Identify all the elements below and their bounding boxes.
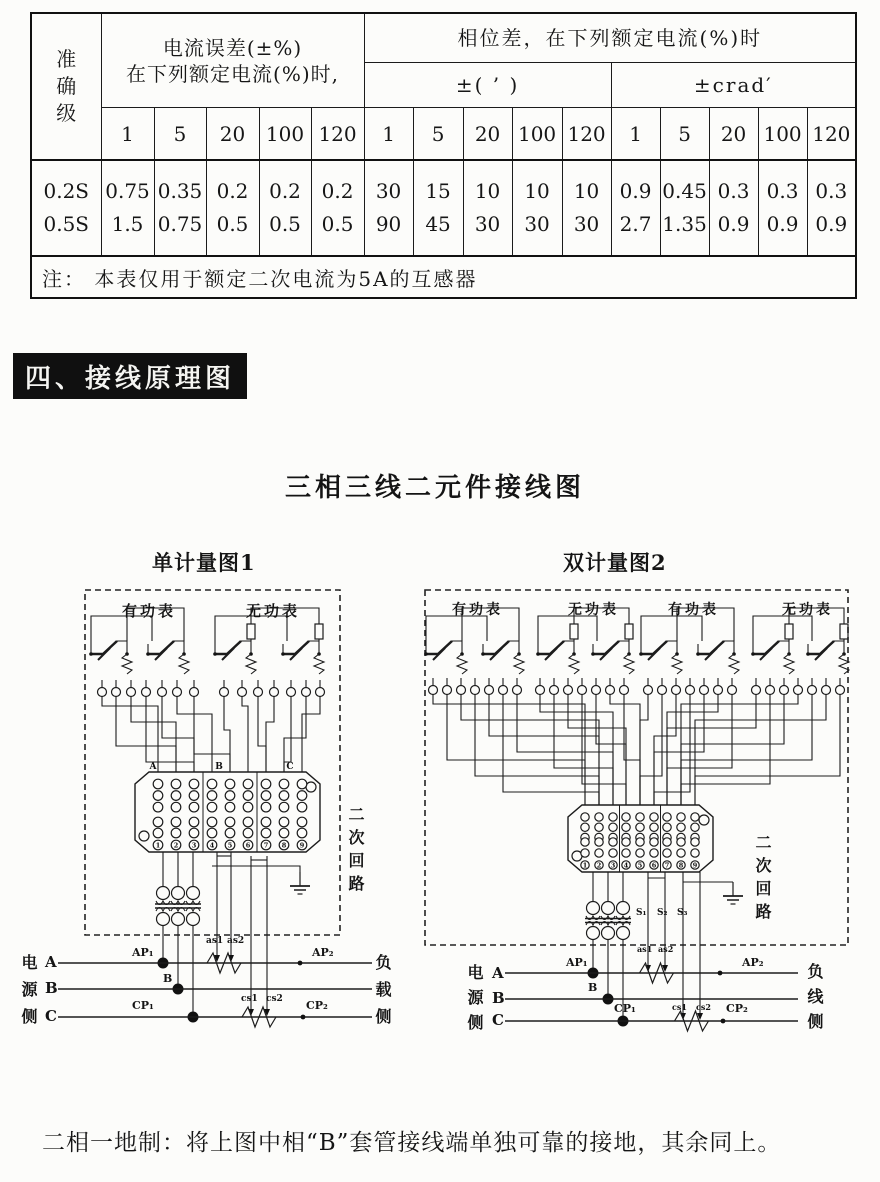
left-source-side-label: 电源侧: [21, 953, 38, 1026]
svg-text:1: 1: [582, 861, 588, 870]
left-ap2-label: AP₂: [312, 946, 334, 959]
left-cs2-label: cs2: [266, 994, 283, 1004]
right-cp2-label: CP₂: [726, 1002, 748, 1015]
right-ap2-label: AP₂: [742, 956, 764, 969]
left-as2-label: as2: [227, 936, 245, 946]
diagram-main-title: 三相三线二元件接线图: [285, 473, 586, 503]
pct-col: 100: [259, 108, 311, 161]
right-phase-c: C: [492, 1011, 504, 1029]
right-diagram-title: 双计量图2: [563, 550, 667, 575]
table-note: 注： 本表仅用于额定二次电流为5A的互感器: [31, 256, 856, 298]
class-values: 0.2S 0.5S: [31, 160, 101, 256]
svg-text:C: C: [286, 762, 294, 772]
cell: 0.3 0.9: [807, 160, 856, 256]
cell: 10 30: [562, 160, 611, 256]
right-secondary-circuit-label: 二次回路: [755, 833, 772, 921]
left-phase-b: B: [45, 979, 58, 997]
cell: 10 30: [512, 160, 562, 256]
left-secondary-circuit-label: 二次回路: [348, 805, 365, 893]
pct-col: 100: [758, 108, 807, 161]
cell: 30 90: [364, 160, 413, 256]
svg-text:6: 6: [651, 861, 657, 870]
svg-text:2: 2: [173, 841, 179, 850]
cell: 0.75 1.5: [101, 160, 154, 256]
cell: 0.9 2.7: [611, 160, 660, 256]
left-reactive-meter-label: 无功表: [246, 602, 301, 620]
svg-text:7: 7: [664, 861, 670, 870]
right-s3-label: S₃: [677, 908, 688, 918]
svg-text:7: 7: [263, 841, 269, 850]
svg-text:3: 3: [191, 841, 197, 850]
pct-col: 20: [463, 108, 512, 161]
right-as1-label: as1: [637, 944, 653, 954]
pct-col: 1: [101, 108, 154, 161]
current-error-header-line1: 电流误差(±%): [162, 35, 303, 60]
pct-col: 120: [311, 108, 364, 161]
right-s2-label: S₂: [657, 908, 668, 918]
cell: 0.45 1.35: [660, 160, 709, 256]
svg-text:8: 8: [281, 841, 287, 850]
svg-text:3: 3: [610, 861, 616, 870]
right-as2-label: as2: [658, 944, 674, 954]
pct-col: 5: [154, 108, 206, 161]
svg-text:B: B: [215, 762, 223, 772]
left-cp1-label: CP₁: [132, 999, 154, 1012]
svg-text:9: 9: [299, 841, 305, 850]
pct-col: 5: [413, 108, 463, 161]
left-active-meter-label: 有功表: [122, 602, 177, 620]
cell: 0.3 0.9: [758, 160, 807, 256]
left-ap1-label: AP₁: [132, 946, 154, 959]
pct-col: 120: [562, 108, 611, 161]
svg-text:4: 4: [623, 861, 629, 870]
left-b-label: B: [163, 972, 173, 985]
right-phase-b: B: [492, 989, 505, 1007]
left-as1-label: as1: [206, 936, 224, 946]
right-cp1-label: CP₁: [614, 1002, 636, 1015]
pct-col: 5: [660, 108, 709, 161]
right-source-side-label: 电源侧: [467, 963, 484, 1032]
bottom-note: 二相一地制：将上图中相“B”套管接线端单独可靠的接地，其余同上。: [42, 1130, 782, 1156]
cell: 10 30: [463, 160, 512, 256]
svg-text:5: 5: [637, 861, 643, 870]
current-error-header-line2: 在下列额定电流(%)时,: [126, 61, 340, 86]
pct-col: 1: [611, 108, 660, 161]
cell: 0.2 0.5: [311, 160, 364, 256]
phase-diff-header: 相位差，在下列额定电流(%)时: [364, 13, 856, 63]
right-active-meter-label-2: 有功表: [668, 602, 719, 618]
pct-col: 100: [512, 108, 562, 161]
cell: 0.3 0.9: [709, 160, 758, 256]
phase-minutes-header: ±( ’ ): [364, 63, 611, 108]
svg-text:6: 6: [245, 841, 251, 850]
right-cs1-label: cs1: [672, 1002, 687, 1012]
right-reactive-meter-label-1: 无功表: [568, 602, 619, 618]
cell: 0.2 0.5: [206, 160, 259, 256]
left-cs1-label: cs1: [241, 994, 258, 1004]
left-cp2-label: CP₂: [306, 999, 328, 1012]
cell: 0.2 0.5: [259, 160, 311, 256]
svg-text:5: 5: [227, 841, 233, 850]
right-s1-label: S₁: [636, 908, 647, 918]
svg-text:1: 1: [155, 841, 161, 850]
left-phase-a: A: [45, 953, 57, 971]
svg-text:2: 2: [596, 861, 602, 870]
left-diagram-title: 单计量图1: [152, 550, 256, 575]
phase-crad-header: ±crad′: [611, 63, 856, 108]
right-cs2-label: cs2: [696, 1002, 711, 1012]
right-ap1-label: AP₁: [566, 956, 588, 969]
pct-col: 120: [807, 108, 856, 161]
svg-text:8: 8: [678, 861, 684, 870]
pct-col: 20: [206, 108, 259, 161]
right-reactive-meter-label-2: 无功表: [782, 602, 833, 618]
pct-col: 20: [709, 108, 758, 161]
svg-text:9: 9: [692, 861, 698, 870]
svg-text:4: 4: [209, 841, 215, 850]
cell: 0.35 0.75: [154, 160, 206, 256]
accuracy-class-header: 准确级: [56, 47, 77, 125]
section-header: 四、接线原理图: [13, 353, 247, 399]
cell: 15 45: [413, 160, 463, 256]
right-load-side-label: 负线侧: [807, 962, 824, 1031]
right-phase-a: A: [492, 964, 504, 982]
left-load-side-label: 负载侧: [375, 953, 392, 1026]
svg-text:A: A: [149, 762, 157, 772]
left-phase-c: C: [45, 1007, 57, 1025]
right-b-label: B: [588, 981, 598, 994]
pct-col: 1: [364, 108, 413, 161]
right-active-meter-label-1: 有功表: [452, 602, 503, 618]
